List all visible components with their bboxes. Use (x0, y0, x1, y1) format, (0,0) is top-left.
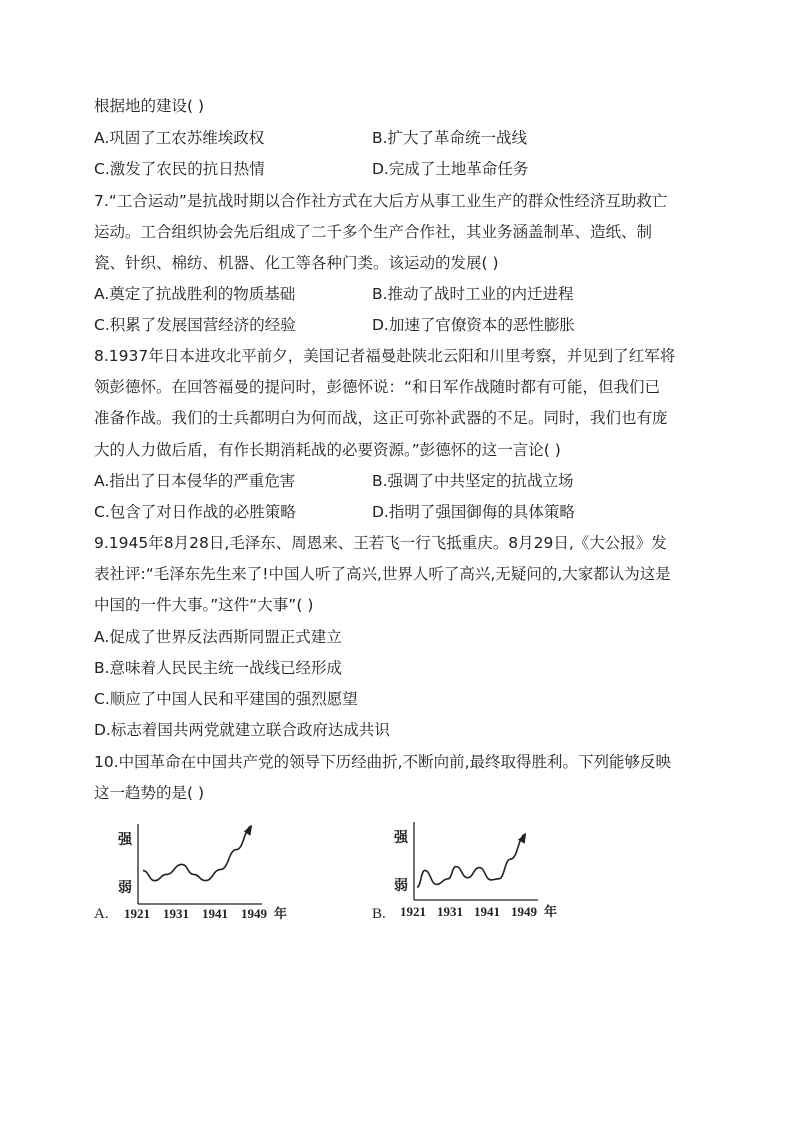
q8-stem-line-4: 大的人力做后盾，有作长期消耗战的必要资源。”彭德怀的这一言论( ) (94, 441, 561, 459)
chart-a-ylabel-strong: 强 (118, 832, 132, 848)
q6-option-d: D.完成了土地革命任务 (372, 160, 529, 178)
q8-option-b: B.强调了中共坚定的抗战立场 (372, 472, 574, 490)
q10-option-a-chart (112, 812, 312, 922)
q6-option-c: C.激发了农民的抗日热情 (94, 160, 265, 178)
chart-a-tick-1949: 1949 (241, 906, 267, 921)
q10-option-b-label: B. (372, 906, 386, 922)
q9-stem-line-2: 表社评:“毛泽东先生来了!中国人听了高兴,世界人听了高兴,无疑问的,大家都认为这是 (94, 565, 671, 583)
q10-stem-line-2: 这一趋势的是( ) (94, 784, 205, 802)
chart-a-x-unit: 年 (274, 907, 288, 922)
q7-stem-line-2: 运动。工合组织协会先后组成了二千多个生产合作社，其业务涵盖制革、造纸、制 (94, 223, 653, 241)
q8-stem-line-1: 8.1937年日本进攻北平前夕，美国记者福曼赴陕北云阳和川里考察，并见到了红军将 (94, 347, 676, 365)
q9-option-c: C.顺应了中国人民和平建国的强烈愿望 (94, 690, 358, 708)
q10-option-b-chart (390, 812, 590, 922)
q6-stem-end: 根据地的建设( ) (94, 97, 205, 115)
chart-b-trend-line (417, 834, 526, 887)
chart-a-tick-1931: 1931 (163, 906, 189, 921)
q8-option-d: D.指明了强国御侮的具体策略 (372, 503, 575, 521)
chart-b-tick-1941: 1941 (474, 904, 500, 919)
chart-b-tick-1931: 1931 (437, 904, 463, 919)
q9-stem-line-1: 9.1945年8月28日,毛泽东、周恩来、王若飞一行飞抵重庆。8月29日,《大公报》发 (94, 534, 667, 552)
q9-option-a: A.促成了世界反法西斯同盟正式建立 (94, 628, 342, 646)
q8-stem-line-3: 准备作战。我们的士兵都明白为何而战，这正可弥补武器的不足。同时，我们也有庞 (94, 409, 668, 427)
q8-option-c: C.包含了对日作战的必胜策略 (94, 503, 296, 521)
q7-stem-line-3: 瓷、针织、棉纺、机器、化工等各种门类。该运动的发展( ) (94, 254, 499, 272)
q9-option-b: B.意味着人民民主统一战线已经形成 (94, 659, 343, 677)
chart-b-ylabel-strong: 强 (394, 830, 408, 846)
chart-b-ylabel-weak: 弱 (394, 878, 408, 894)
q7-stem-line-1: 7.“工合运动”是抗战时期以合作社方式在大后方从事工业生产的群众性经济互助救亡 (94, 192, 668, 210)
chart-a-ylabel-weak: 弱 (118, 880, 132, 896)
q9-stem-line-3: 中国的一件大事。”这件“大事”( ) (94, 596, 314, 614)
q7-option-c: C.积累了发展国营经济的经验 (94, 316, 296, 334)
chart-b-tick-1921: 1921 (400, 904, 426, 919)
chart-b-tick-1949: 1949 (511, 904, 537, 919)
q6-option-b: B.扩大了革命统一战线 (372, 129, 528, 147)
q6-option-a: A.巩固了工农苏维埃政权 (94, 129, 265, 147)
q7-option-b: B.推动了战时工业的内迁进程 (372, 285, 574, 303)
q7-option-a: A.奠定了抗战胜利的物质基础 (94, 285, 296, 303)
q10-stem-line-1: 10.中国革命在中国共产党的领导下历经曲折,不断向前,最终取得胜利。下列能够反映 (94, 753, 672, 771)
q8-stem-line-2: 领彭德怀。在回答福曼的提问时，彭德怀说：“和日军作战随时都有可能，但我们已 (94, 378, 661, 396)
chart-a-tick-1941: 1941 (202, 906, 228, 921)
q9-option-d: D.标志着国共两党就建立联合政府达成共识 (94, 721, 390, 739)
chart-a-tick-1921: 1921 (124, 906, 150, 921)
chart-a-trend-line (143, 826, 252, 881)
q10-option-a-label: A. (94, 906, 109, 922)
q7-option-d: D.加速了官僚资本的恶性膨胀 (372, 316, 575, 334)
chart-b-x-unit: 年 (544, 905, 558, 920)
q8-option-a: A.指出了日本侵华的严重危害 (94, 472, 296, 490)
